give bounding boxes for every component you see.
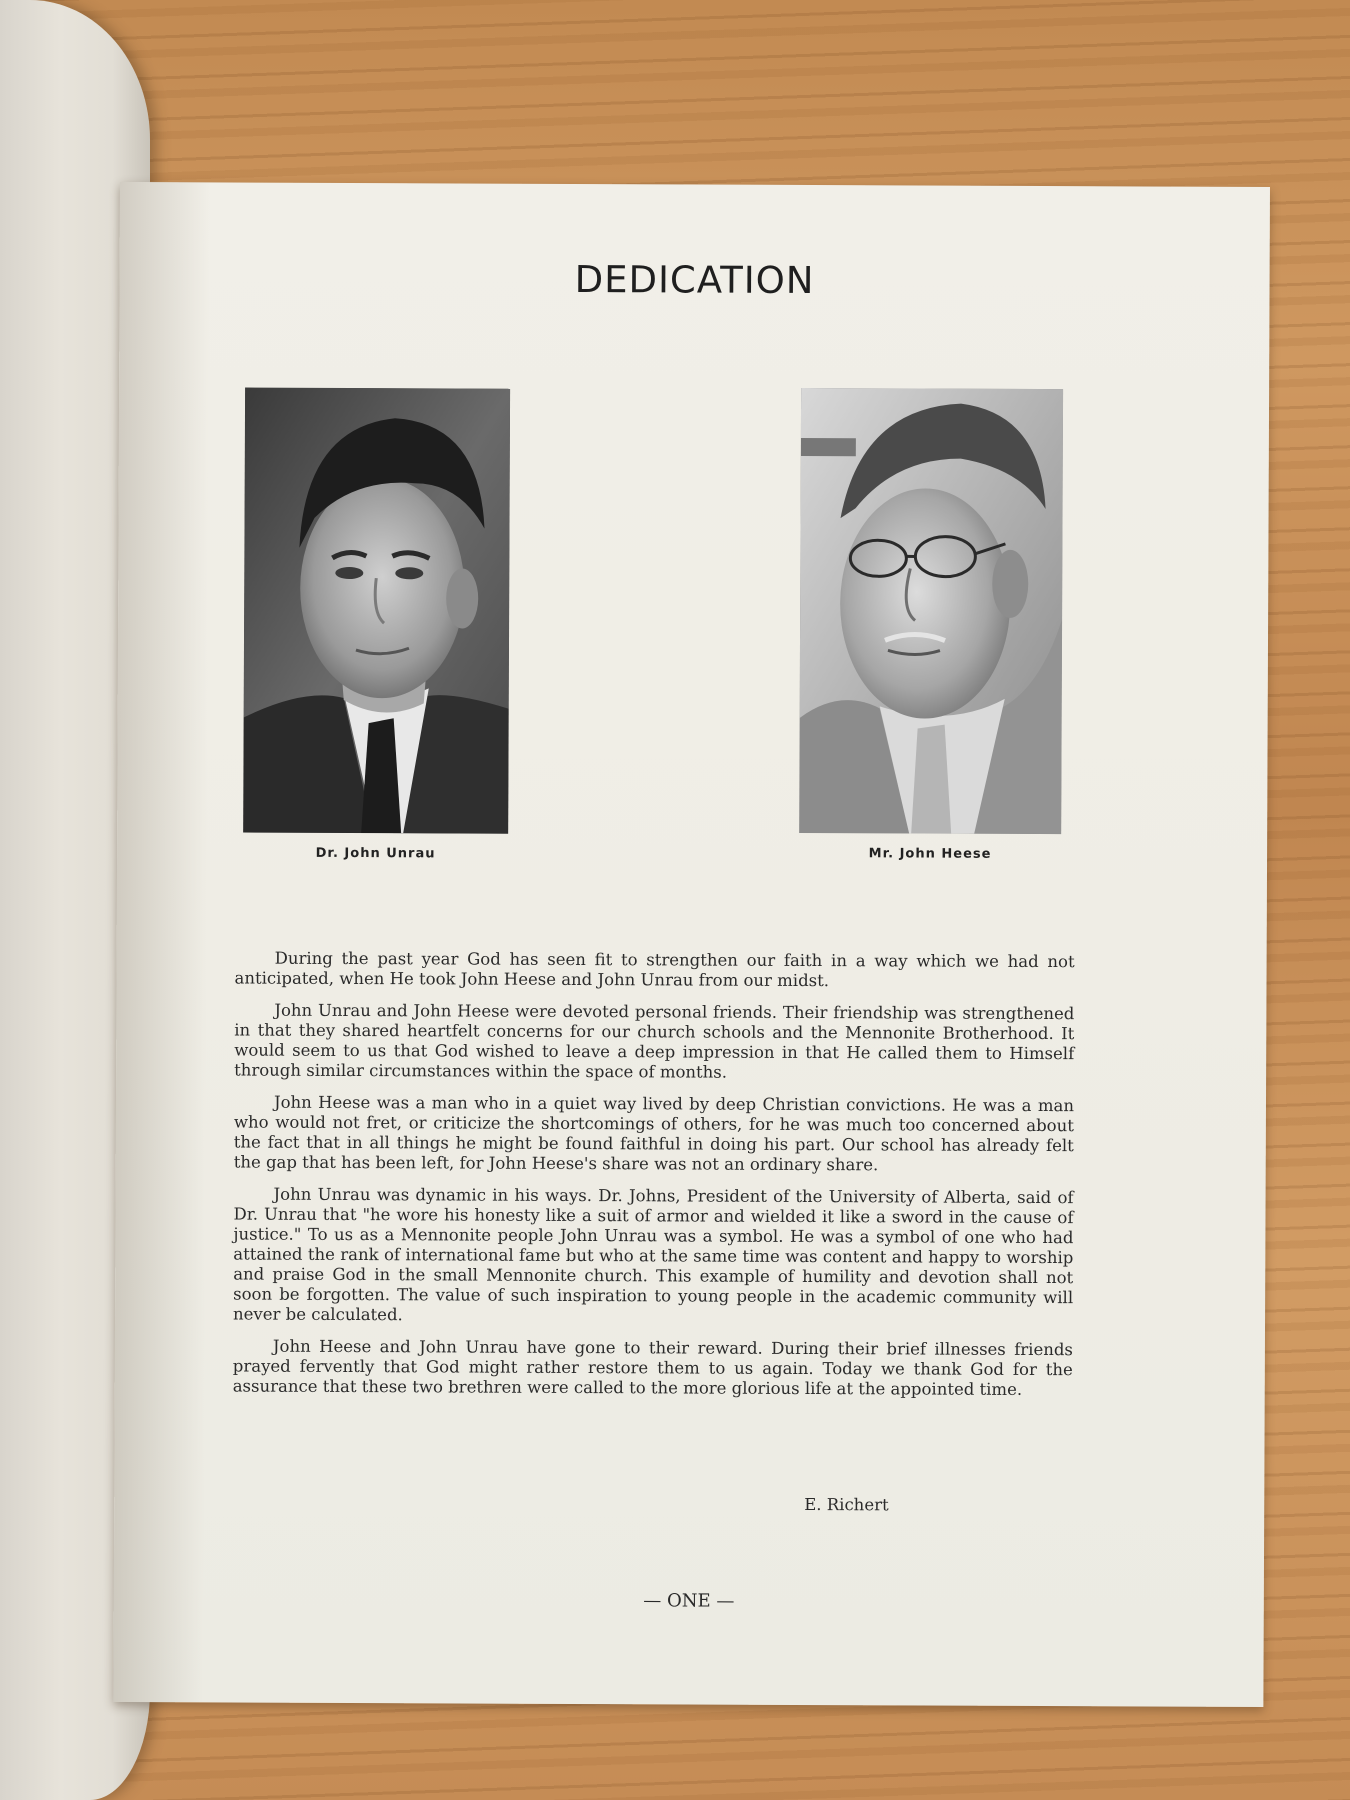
portrait-photo-heese [799,388,1063,834]
page-number: — ONE — [643,1590,735,1612]
paragraph: John Unrau was dynamic in his ways. Dr. Johns, President of the University of Alberta, said of Dr. Unrau that "he wore his honesty like a suit of armor and wielded it like a sword in the cause of justice." To us as a Mennonite people John Unrau was a symbol. He was a symbol of one who had attained the rank of international fame but who at the same time was content and happy to worship and praise God in the small Mennonite church. This example of humility and devotion shall not soon be forgotten. The value of such inspiration to young people in the academic community will never be calculated. [233,1184,1074,1325]
paragraph: During the past year God has seen fit to strengthen our faith in a way which we had not anticipated, when He took John Heese and John Unrau from our midst. [234,948,1075,991]
paragraph: John Heese was a man who in a quiet way lived by deep Christian convictions. He was a man who would not fret, or criticize the shortcomings of others, for he was much too concerned about the fact that in all things he might be found faithful in doing his part. Our school has already felt the gap that has been left, for John Heese's share was not an ordinary share. [233,1092,1075,1175]
dedication-text [233,949,1075,1413]
caption-unrau: Dr. John Unrau [315,845,436,862]
portrait-unrau-image [243,388,510,834]
booklet-page [113,182,1270,1707]
signature: E. Richert [804,1494,889,1515]
caption-heese: Mr. John Heese [868,846,992,862]
page-title: DEDICATION [574,257,815,303]
portrait-photo-unrau [243,388,510,834]
paragraph: John Heese and John Unrau have gone to their reward. During their brief illnesses friends prayed fervently that God might rather restore them to us again. Today we thank God for the assurance that these two brethren were called to the more glorious life at the appointed time. [232,1336,1073,1399]
portrait-heese-image [799,388,1063,834]
paragraph: John Unrau and John Heese were devoted personal friends. Their friendship was strengthened in that they shared heartfelt concerns for our church schools and the Mennonite Brotherhood. It would seem to us that God wished to leave a deep impression in that He called them to Himself through similar circumstances within the space of months. [234,1000,1075,1082]
page-gutter-shadow [113,182,210,1702]
